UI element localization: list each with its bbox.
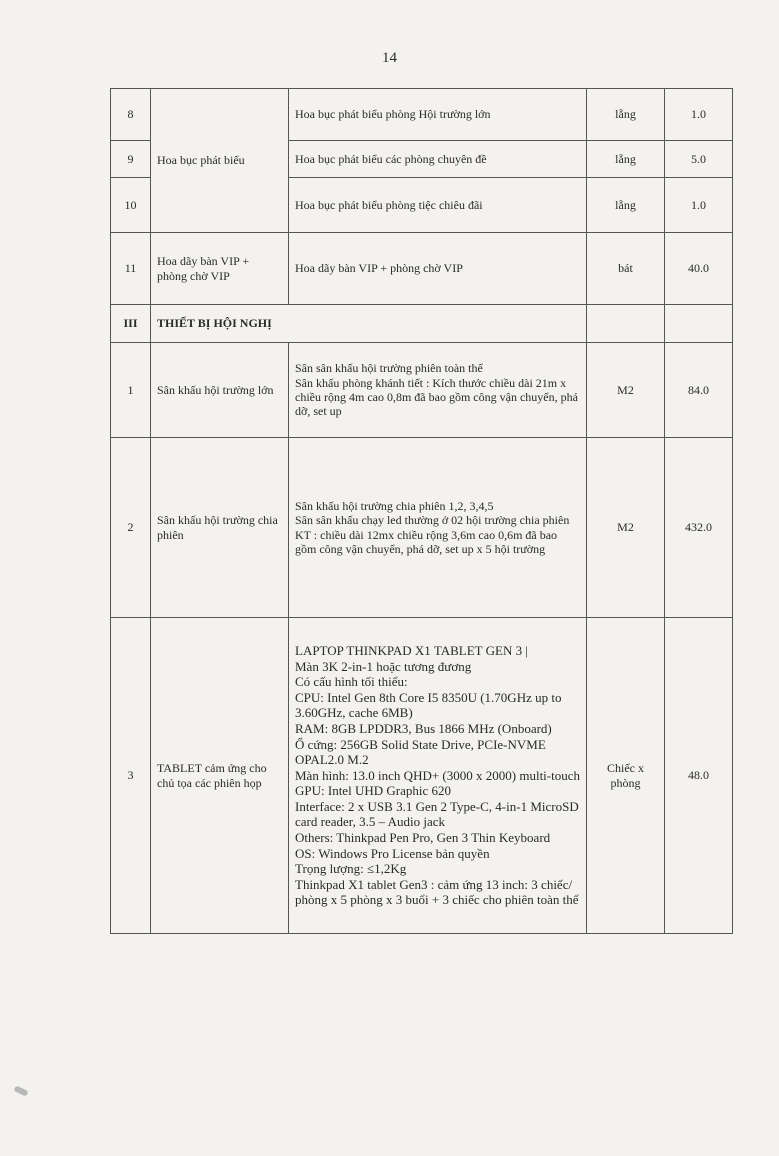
spec-line: CPU: Intel Gen 8th Core I5 8350U (1.70GHz up to 3.60GHz, cache 6MB) bbox=[295, 689, 562, 721]
item-quantity: 48.0 bbox=[665, 618, 733, 934]
item-description: Hoa bục phát biểu phòng Hội trường lớn bbox=[289, 89, 587, 141]
section-row bbox=[111, 305, 733, 343]
section-number: III bbox=[111, 305, 151, 343]
item-unit: M2 bbox=[587, 343, 665, 438]
page-number: 14 bbox=[382, 50, 397, 66]
item-unit: lẵng bbox=[587, 141, 665, 178]
section-title: THIẾT BỊ HỘI NGHỊ bbox=[151, 305, 587, 343]
item-quantity: 1.0 bbox=[665, 89, 733, 141]
spec-line: Others: Thinkpad Pen Pro, Gen 3 Thin Keyboard bbox=[295, 830, 551, 846]
spec-line: LAPTOP THINKPAD X1 TABLET GEN 3 | bbox=[295, 642, 528, 658]
table-row bbox=[111, 233, 733, 305]
spec-line: Màn hình: 13.0 inch QHD+ (3000 x 2000) multi-touch bbox=[295, 767, 580, 783]
spec-line: Ổ cứng: 256GB Solid State Drive, PCIe-NVME OPAL2.0 M.2 bbox=[295, 736, 546, 768]
row-number: 3 bbox=[111, 618, 151, 934]
spec-line: GPU: Intel UHD Graphic 620 bbox=[295, 783, 451, 799]
item-quantity: 40.0 bbox=[665, 233, 733, 305]
item-quantity: 84.0 bbox=[665, 343, 733, 438]
spec-line: Trọng lượng: ≤1,2Kg bbox=[295, 861, 407, 877]
item-description: Sân sân khấu hội trường phiên toàn thể Sân khấu phòng khánh tiết : Kích thước chiều dài 21m x chiều rộng 4m cao 0,8m đã bao gồm công vận chuyển, phá dỡ, set up bbox=[289, 343, 587, 438]
item-description: Hoa bục phát biểu các phòng chuyên đề bbox=[289, 141, 587, 178]
item-unit: lẵng bbox=[587, 89, 665, 141]
table-row bbox=[111, 618, 733, 934]
item-name: Sân khấu hội trường chia phiên bbox=[151, 438, 289, 618]
item-name: TABLET cảm ứng cho chủ tọa các phiên họp bbox=[151, 618, 289, 934]
row-number: 1 bbox=[111, 343, 151, 438]
row-number: 2 bbox=[111, 438, 151, 618]
item-unit: bát bbox=[587, 233, 665, 305]
item-specification bbox=[289, 618, 587, 934]
item-unit: Chiếc x phòng bbox=[587, 618, 665, 934]
row-number: 10 bbox=[111, 178, 151, 233]
item-name: Hoa dãy bàn VIP + phòng chờ VIP bbox=[151, 233, 289, 305]
table-row bbox=[111, 438, 733, 618]
scan-smudge bbox=[13, 1085, 28, 1096]
row-number: 9 bbox=[111, 141, 151, 178]
item-name: Hoa bục phát biểu bbox=[151, 89, 289, 233]
item-description: Sân khấu hội trường chia phiên 1,2, 3,4,5 Sân sân khấu chạy led thường ở 02 hội trường chia phiên KT : chiều dài 12mx chiều rộng 3,6m cao 0,6m đã bao gồm công vận chuyển, phá dỡ, set up x 5 hội trường bbox=[289, 438, 587, 618]
table-row bbox=[111, 89, 733, 141]
spec-line: Thinkpad X1 tablet Gen3 : cảm ứng 13 inch: 3 chiếc/ phòng x 5 phòng x 3 buổi + 3 chiếc cho phiên toàn thể bbox=[295, 876, 579, 908]
equipment-table bbox=[110, 88, 733, 934]
spec-line: OS: Windows Pro License bản quyền bbox=[295, 845, 490, 861]
item-description: Hoa dãy bàn VIP + phòng chờ VIP bbox=[289, 233, 587, 305]
spec-line: Có cấu hình tối thiểu: bbox=[295, 674, 408, 690]
spec-line: Interface: 2 x USB 3.1 Gen 2 Type-C, 4-in-1 MicroSD card reader, 3.5 – Audio jack bbox=[295, 798, 579, 830]
item-name: Sân khấu hội trường lớn bbox=[151, 343, 289, 438]
row-number: 8 bbox=[111, 89, 151, 141]
item-description: Hoa bục phát biểu phòng tiệc chiêu đãi bbox=[289, 178, 587, 233]
empty-cell bbox=[665, 305, 733, 343]
item-unit: M2 bbox=[587, 438, 665, 618]
spec-line: RAM: 8GB LPDDR3, Bus 1866 MHz (Onboard) bbox=[295, 720, 552, 736]
item-quantity: 1.0 bbox=[665, 178, 733, 233]
item-unit: lẵng bbox=[587, 178, 665, 233]
spec-line: Màn 3K 2-in-1 hoặc tương đương bbox=[295, 658, 472, 674]
row-number: 11 bbox=[111, 233, 151, 305]
item-quantity: 5.0 bbox=[665, 141, 733, 178]
item-quantity: 432.0 bbox=[665, 438, 733, 618]
empty-cell bbox=[587, 305, 665, 343]
table-row bbox=[111, 343, 733, 438]
